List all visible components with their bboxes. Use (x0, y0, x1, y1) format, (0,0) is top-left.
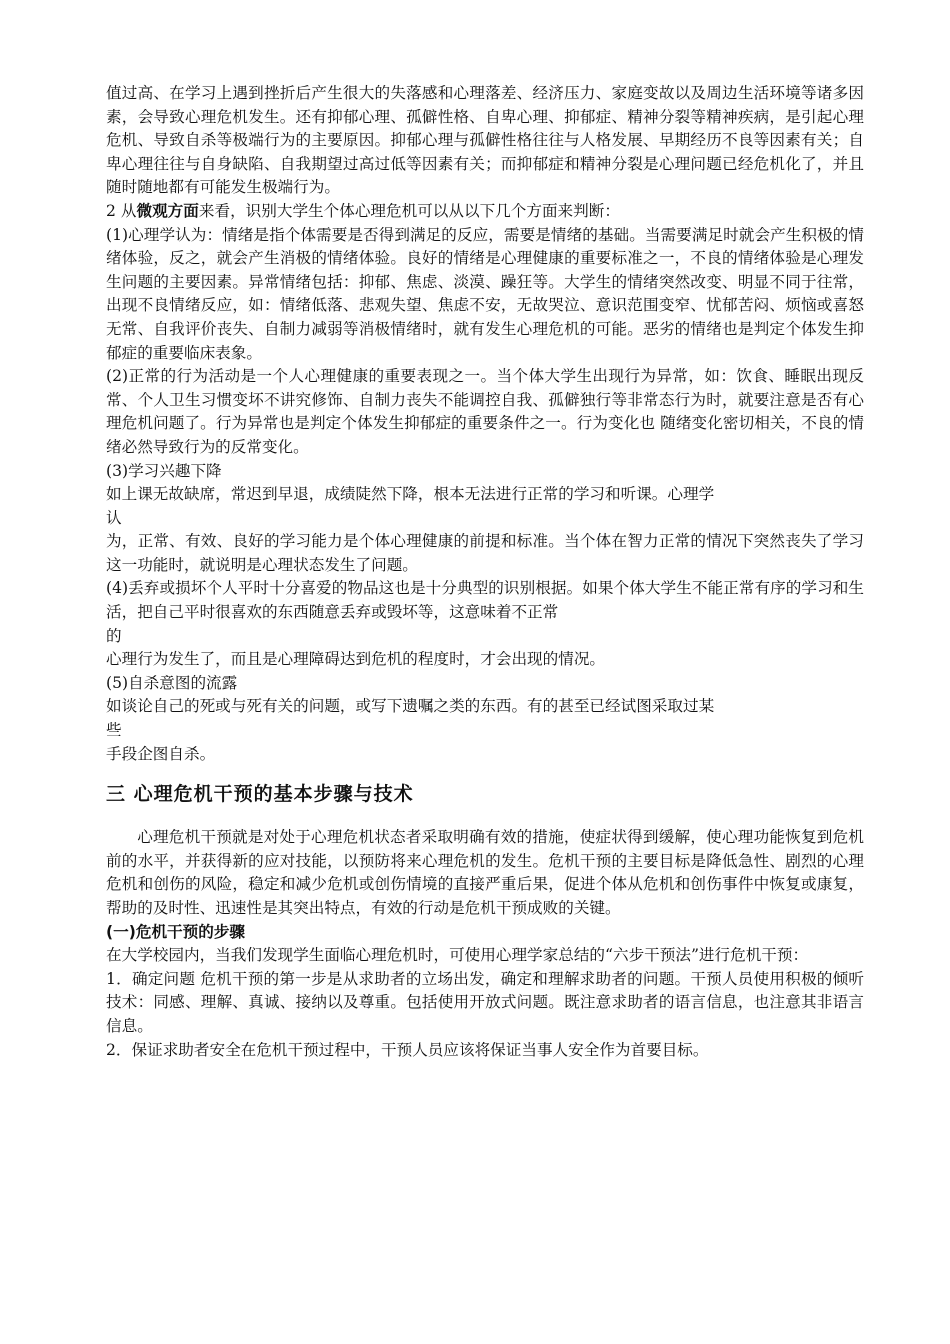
paragraph-suicide (106, 695, 864, 766)
learning-line-2: 认 (106, 508, 122, 527)
paragraph-learning (106, 483, 864, 577)
paragraph-discard-items (106, 577, 864, 671)
learning-line-3: 为，正常、有效、良好的学习能力是个体心理健康的前提和标准。当个体在智力正常的情况下突然丧失了学习这一功能时，就说明是心理状态发生了问题。 (106, 532, 864, 574)
suicide-line-3: 手段企图自杀。 (106, 744, 216, 763)
subitem-learning-title: (3)学习兴趣下降 (106, 461, 222, 480)
suicide-line-2: 些 (106, 721, 122, 740)
subitem-suicide-title: (5)自杀意图的流露 (106, 673, 238, 692)
paragraph-step-2: 2．保证求助者安全在危机干预过程中，干预人员应该将保证当事人安全作为首要目标。 (106, 1040, 709, 1059)
paragraph-risk-factors: 值过高、在学习上遇到挫折后产生很大的失落感和心理落差、经济压力、家庭变故以及周边生活环境等诸多因素，会导致心理危机发生。还有抑郁心理、孤僻性格、自卑心理、抑郁症、精神分裂等精神疾病，是引起心理危机、导致自杀等极端行为的主要原因。抑郁心理与孤僻性格往往与人格发展、早期经历不良等因素有关；自卑心理往往与自身缺陷、自我期望过高过低等因素有关；而抑郁症和精神分裂是心理问题已经危机化了，并且随时随地都有可能发生极端行为。 (106, 84, 864, 197)
section-heading: 三 心理危机干预的基本步骤与技术 (106, 783, 414, 806)
subsection-heading: (一)危机干预的步骤 (106, 922, 246, 941)
micro-aspect-prefix: 2 从 (106, 201, 137, 220)
document-page (106, 82, 864, 1062)
learning-line-1: 如上课无故缺席，常迟到早退，成绩陡然下降，根本无法进行正常的学习和听课。心理学 (106, 485, 715, 504)
paragraph-step-1: 1．确定问题 危机干预的第一步是从求助者的立场出发，确定和理解求助者的问题。干预人员使用积极的倾听技术：同感、理解、真诚、接纳以及尊重。包括使用开放式问题。既注意求助者的语言信息，也注意其非语言信息。 (106, 969, 864, 1035)
paragraph-micro-aspect (106, 200, 864, 224)
discard-line-3: 心理行为发生了，而且是心理障碍达到危机的程度时，才会出现的情况。 (106, 650, 606, 669)
suicide-line-1: 如谈论自己的死或与死有关的问题，或写下遗嘱之类的东西。有的甚至已经试图采取过某 (106, 697, 715, 716)
paragraph-behavior: (2)正常的行为活动是一个人心理健康的重要表现之一。当个体大学生出现行为异常，如：饮食、睡眠出现反常、个人卫生习惯变坏不讲究修饰、自制力丧失不能调控自我、孤僻独行等非常态行为时，就要注意是否有心理危机问题了。行为异常也是判定个体发生抑郁症的重要条件之一。行为变化也 随绪变化密切相关，不良的情绪必然导致行为的反常变化。 (106, 367, 864, 456)
paragraph-emotion: (1)心理学认为：情绪是指个体需要是否得到满足的反应，需要是情绪的基础。当需要满足时就会产生积极的情绪体验，反之，就会产生消极的情绪体验。良好的情绪是心理健康的重要标准之一，不良的情绪体验是心理发生问题的主要因素。异常情绪包括：抑郁、焦虑、淡漠、躁狂等。大学生的情绪突然改变、明显不同于往常，出现不良情绪反应，如：情绪低落、悲观失望、焦虑不安，无故哭泣、意识范围变窄、忧郁苦闷、烦恼或喜怒无常、自我评价丧失、自制力减弱等消极情绪时，就有发生心理危机的可能。恶劣的情绪也是判定个体发生抑郁症的重要临床表象。 (106, 225, 864, 362)
discard-line-1: (4)丢弃或损坏个人平时十分喜爱的物品这也是十分典型的识别根据。如果个体大学生不能正常有序的学习和生活，把自己平时很喜欢的东西随意丢弃或毁坏等，这意味着不正常 (106, 579, 864, 622)
micro-aspect-suffix: 来看，识别大学生个体心理危机可以从以下几个方面来判断： (198, 201, 620, 220)
paragraph-steps-intro: 在大学校园内，当我们发现学生面临心理危机时，可使用心理学家总结的“六步干预法”进行危机干预： (106, 946, 809, 965)
micro-aspect-bold: 微观方面 (136, 201, 199, 220)
discard-line-2: 的 (106, 626, 122, 645)
paragraph-intervention-intro: 心理危机干预就是对处于心理危机状态者采取明确有效的措施，使症状得到缓解，使心理功能恢复到危机前的水平，并获得新的应对技能，以预防将来心理危机的发生。危机干预的主要目标是降低急性、剧烈的心理危机和创伤的风险，稳定和减少危机或创伤情境的直接严重后果，促进个体从危机和创伤事件中恢复或康复，帮助的及时性、迅速性是其突出特点，有效的行动是危机干预成败的关键。 (106, 828, 864, 917)
